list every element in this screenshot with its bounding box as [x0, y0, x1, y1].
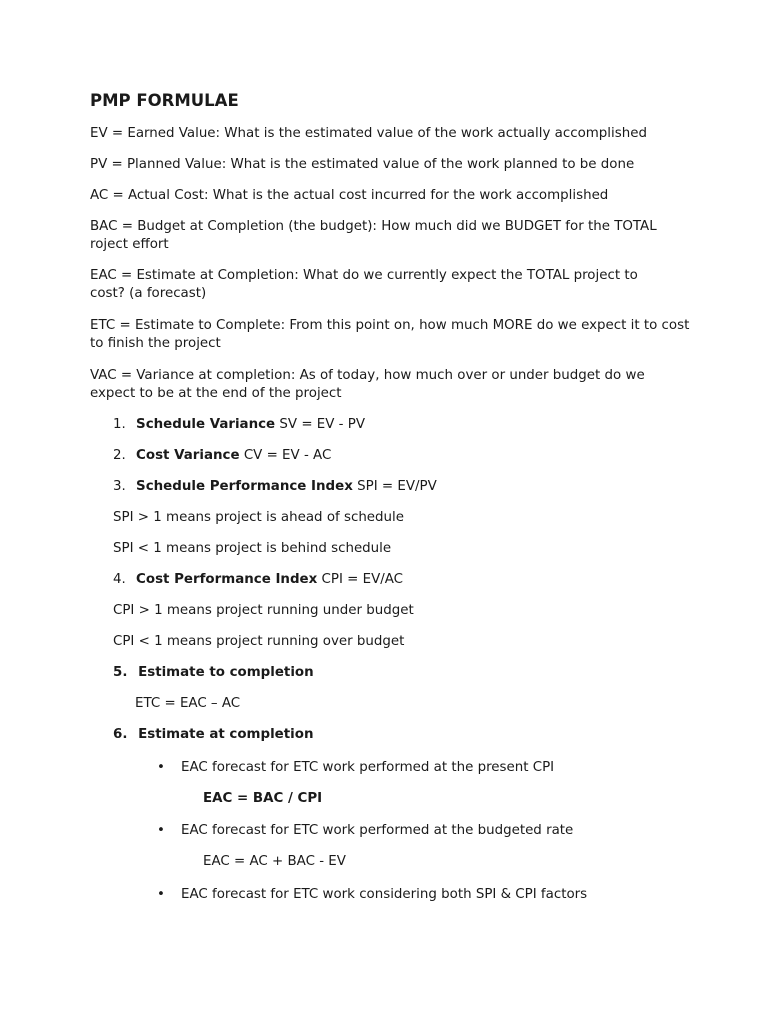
bullet-eac-spi-cpi: EAC forecast for ETC work considering both SPI & CPI factors	[181, 887, 588, 902]
definition-pv: PV = Planned Value: What is the estimated value of the work planned to be done	[90, 157, 635, 172]
list-formula: SV = EV - PV	[275, 417, 366, 432]
bullet-dot: •	[157, 760, 165, 775]
definition-etc: ETC = Estimate to Complete: From this point on, how much MORE do we expect it to cost to finish the project	[90, 318, 690, 351]
definition-ac: AC = Actual Cost: What is the actual cost incurred for the work accomplished	[90, 188, 609, 203]
bullet-eac-budgeted-rate: EAC forecast for ETC work performed at the budgeted rate	[181, 823, 574, 838]
definition-bac: BAC = Budget at Completion (the budget): How much did we BUDGET for the TOTAL roject effort	[90, 219, 657, 252]
list-item-cost-variance	[113, 447, 331, 465]
list-term: Estimate at completion	[138, 727, 314, 742]
list-term: Schedule Variance	[136, 417, 276, 432]
list-number: 2.	[113, 448, 126, 463]
note-cpi-greater: CPI > 1 means project running under budget	[113, 603, 414, 618]
etc-formula: ETC = EAC – AC	[135, 696, 241, 711]
bullet-dot: •	[157, 823, 165, 838]
list-number: 6.	[113, 727, 128, 742]
definition-vac: VAC = Variance at completion: As of today, how much over or under budget do we expect to be at the end of the project	[90, 368, 645, 401]
list-term: Cost Variance	[136, 448, 240, 463]
list-item-spi	[113, 478, 437, 496]
list-term: Cost Performance Index	[136, 572, 318, 587]
list-formula: CV = EV - AC	[239, 448, 332, 463]
list-number: 3.	[113, 479, 126, 494]
list-item-etc	[113, 664, 314, 682]
note-cpi-less: CPI < 1 means project running over budget	[113, 634, 405, 649]
bullet-dot: •	[157, 887, 165, 902]
formula-eac-bac-cpi: EAC = BAC / CPI	[203, 791, 323, 806]
note-spi-less: SPI < 1 means project is behind schedule	[113, 541, 392, 556]
definition-eac: EAC = Estimate at Completion: What do we currently expect the TOTAL project to cost? (a forecast)	[90, 268, 638, 301]
note-spi-greater: SPI > 1 means project is ahead of schedule	[113, 510, 404, 525]
list-number: 1.	[113, 417, 126, 432]
page-title: PMP FORMULAE	[90, 91, 239, 110]
bullet-eac-present-cpi: EAC forecast for ETC work performed at the present CPI	[181, 760, 555, 775]
list-formula: SPI = EV/PV	[352, 479, 437, 494]
formula-eac-ac-bac-ev: EAC = AC + BAC - EV	[203, 854, 346, 869]
list-item-schedule-variance	[113, 416, 365, 434]
list-number: 5.	[113, 665, 128, 680]
definition-ev: EV = Earned Value: What is the estimated value of the work actually accomplished	[90, 126, 647, 141]
list-term: Schedule Performance Index	[136, 479, 353, 494]
list-term: Estimate to completion	[138, 665, 314, 680]
list-item-cpi	[113, 571, 403, 589]
list-item-eac	[113, 726, 314, 744]
list-formula: CPI = EV/AC	[317, 572, 404, 587]
list-number: 4.	[113, 572, 126, 587]
